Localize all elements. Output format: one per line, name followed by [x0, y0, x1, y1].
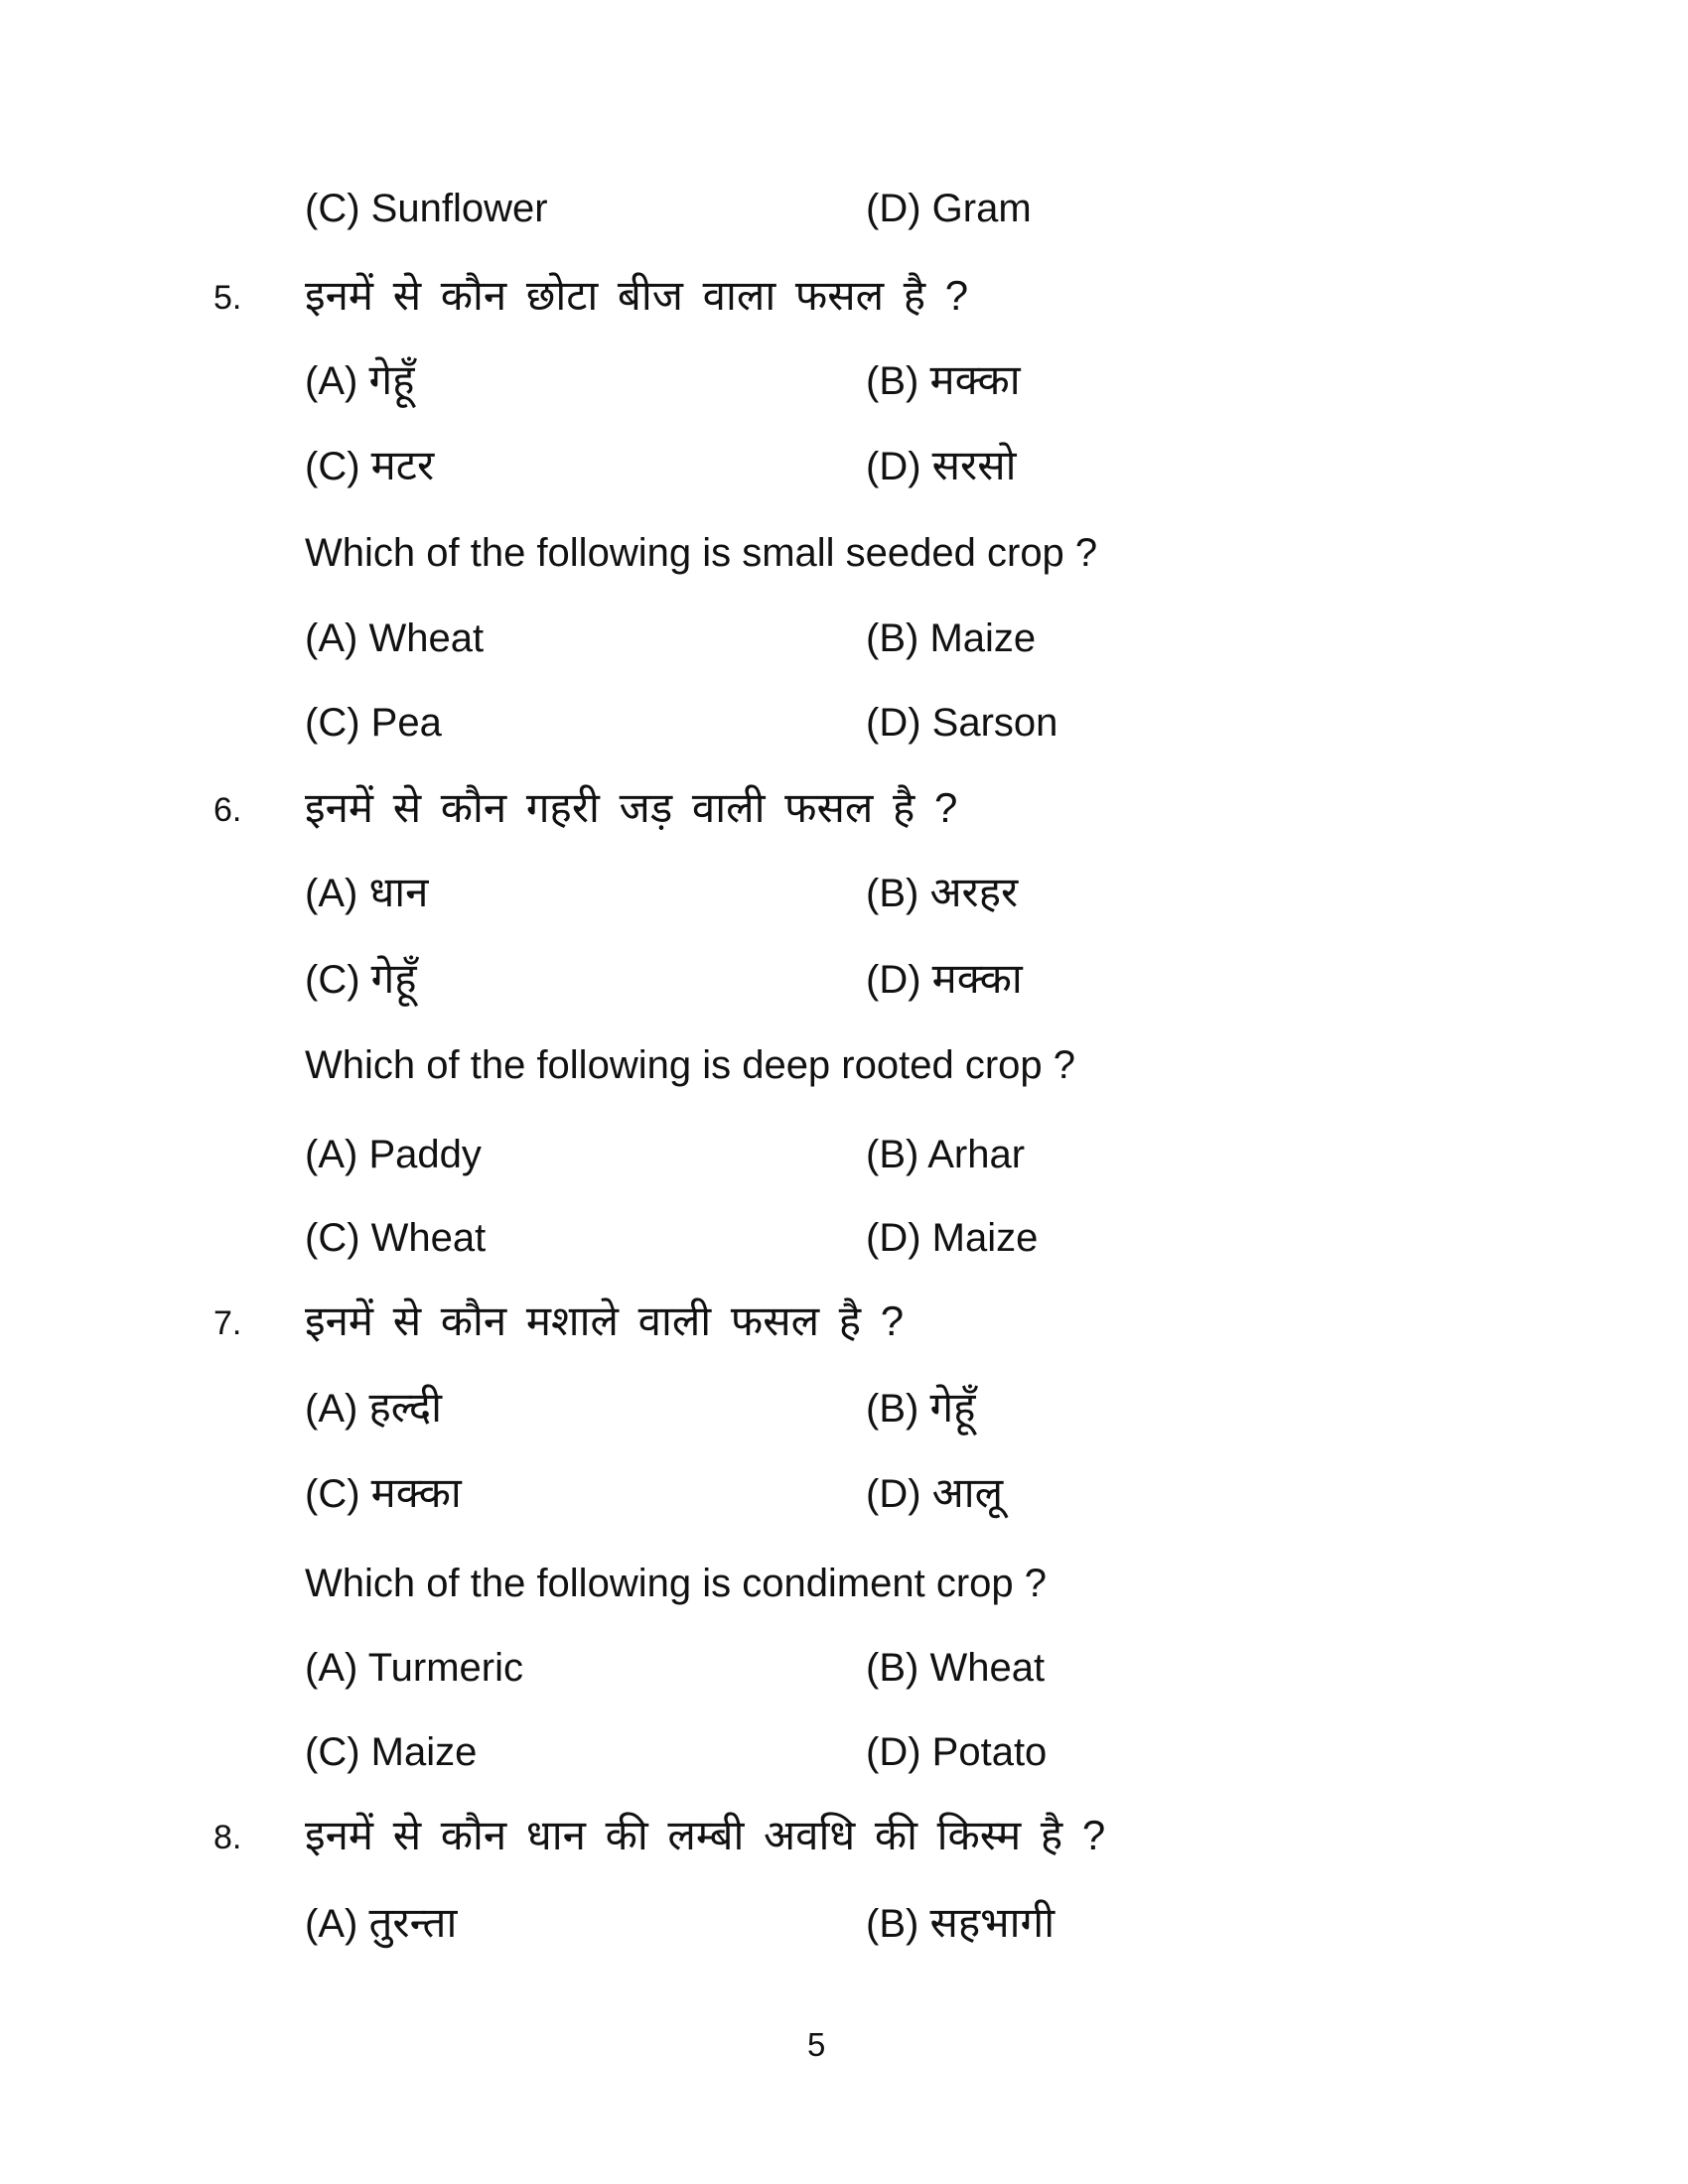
question-text-english: Which of the following is condiment crop ?	[305, 1562, 1048, 1605]
option-label: (D)	[866, 187, 921, 230]
row-question	[0, 784, 1688, 849]
option-B	[866, 1135, 1025, 1174]
option-label: (A)	[305, 1646, 358, 1690]
option-label: (C)	[305, 1472, 360, 1516]
option-A	[305, 1135, 482, 1174]
option-label: (D)	[866, 701, 921, 745]
question-text-hindi: इनमें से कौन छोटा बीज वाला फसल है ?	[305, 272, 969, 319]
option-label: (A)	[305, 1902, 358, 1946]
option-D	[866, 1732, 1047, 1772]
option-text: Maize	[929, 616, 1037, 660]
option-label: (C)	[305, 1216, 360, 1260]
option-text: Arhar	[927, 1133, 1026, 1176]
option-B	[866, 869, 1019, 915]
row-question	[0, 272, 1688, 337]
option-text: मटर	[370, 442, 435, 488]
option-text: गेहूँ	[368, 356, 415, 403]
option-text: Paddy	[368, 1133, 482, 1176]
option-label: (C)	[305, 701, 360, 745]
option-B	[866, 618, 1036, 658]
option-label: (C)	[305, 187, 360, 230]
option-C	[305, 703, 442, 743]
option-C	[305, 442, 435, 488]
question-number: 7.	[213, 1304, 242, 1342]
option-D	[866, 1218, 1038, 1258]
option-text: मक्का	[931, 955, 1023, 1002]
row-pair	[0, 1469, 1688, 1534]
option-label: (A)	[305, 616, 358, 660]
option-text: अरहर	[929, 869, 1019, 915]
option-label: (B)	[866, 359, 919, 403]
row-pair	[0, 442, 1688, 506]
option-A	[305, 1648, 523, 1688]
option-C	[305, 189, 548, 228]
option-text: Sunflower	[370, 187, 548, 230]
option-label: (B)	[866, 1133, 919, 1176]
question-number: 5.	[213, 279, 242, 317]
option-label: (D)	[866, 1730, 921, 1774]
option-text: Wheat	[368, 616, 485, 660]
option-A	[305, 869, 429, 915]
option-B	[866, 1648, 1045, 1688]
row-pair	[0, 1135, 1688, 1196]
row-plain	[0, 533, 1688, 595]
option-text: आलू	[931, 1469, 1004, 1516]
option-C	[305, 1732, 477, 1772]
page-footer	[807, 2028, 825, 2061]
option-A	[305, 1384, 443, 1431]
option-B	[866, 1384, 976, 1431]
row-question	[0, 1812, 1688, 1876]
option-A	[305, 1899, 458, 1946]
option-text: Pea	[370, 701, 442, 745]
option-text: हल्दी	[368, 1384, 443, 1431]
option-text: मक्का	[929, 356, 1021, 403]
option-label: (C)	[305, 1730, 360, 1774]
option-text: मक्का	[370, 1469, 462, 1516]
option-text: गेहूँ	[929, 1384, 976, 1431]
question-text-english: Which of the following is small seeded crop ?	[305, 531, 1098, 575]
option-text: Wheat	[370, 1216, 487, 1260]
option-label: (B)	[866, 1902, 919, 1946]
option-text: Maize	[370, 1730, 478, 1774]
option-label: (A)	[305, 359, 358, 403]
row-pair	[0, 618, 1688, 680]
option-C	[305, 1218, 486, 1258]
question-number: 8.	[213, 1819, 242, 1856]
question-number: 6.	[213, 791, 242, 829]
option-text: Sarson	[931, 701, 1058, 745]
row-pair	[0, 955, 1688, 1020]
option-text: Turmeric	[367, 1646, 524, 1690]
option-text: धान	[368, 869, 429, 915]
option-D	[866, 703, 1057, 743]
option-C	[305, 1469, 462, 1516]
option-label: (D)	[866, 1472, 921, 1516]
row-pair	[0, 703, 1688, 764]
option-text: Maize	[931, 1216, 1039, 1260]
option-D	[866, 442, 1017, 488]
row-pair	[0, 1648, 1688, 1709]
option-label: (B)	[866, 1646, 919, 1690]
option-text: Potato	[931, 1730, 1048, 1774]
row-pair	[0, 869, 1688, 933]
option-B	[866, 1899, 1055, 1946]
option-label: (A)	[305, 1133, 358, 1176]
row-pair	[0, 1732, 1688, 1794]
option-B	[866, 356, 1021, 403]
option-label: (D)	[866, 445, 921, 488]
row-pair	[0, 1899, 1688, 1964]
option-label: (B)	[866, 872, 919, 915]
option-text: Gram	[931, 187, 1032, 230]
page-number: 5	[807, 2026, 826, 2063]
option-D	[866, 955, 1023, 1002]
option-label: (A)	[305, 872, 358, 915]
option-A	[305, 618, 484, 658]
row-plain	[0, 1045, 1688, 1107]
option-D	[866, 189, 1032, 228]
question-text-english: Which of the following is deep rooted crop ?	[305, 1043, 1075, 1087]
row-pair	[0, 356, 1688, 421]
row-pair	[0, 189, 1688, 250]
question-text-hindi: इनमें से कौन गहरी जड़ वाली फसल है ?	[305, 784, 958, 831]
question-text-hindi: इनमें से कौन मशाले वाली फसल है ?	[305, 1297, 905, 1344]
option-text: सरसो	[931, 442, 1017, 488]
option-label: (D)	[866, 1216, 921, 1260]
option-C	[305, 955, 417, 1002]
option-label: (A)	[305, 1387, 358, 1431]
row-pair	[0, 1384, 1688, 1448]
option-label: (B)	[866, 1387, 919, 1431]
option-D	[866, 1469, 1004, 1516]
row-pair	[0, 1218, 1688, 1280]
option-text: तुरन्ता	[368, 1899, 458, 1946]
option-label: (D)	[866, 958, 921, 1002]
row-question	[0, 1297, 1688, 1362]
option-label: (B)	[866, 616, 919, 660]
option-text: गेहूँ	[370, 955, 417, 1002]
question-text-hindi: इनमें से कौन धान की लम्बी अवधि की किस्म है ?	[305, 1812, 1106, 1858]
option-label: (C)	[305, 958, 360, 1002]
row-plain	[0, 1564, 1688, 1625]
option-text: Wheat	[929, 1646, 1046, 1690]
option-label: (C)	[305, 445, 360, 488]
option-text: सहभागी	[929, 1899, 1055, 1946]
option-A	[305, 356, 415, 403]
